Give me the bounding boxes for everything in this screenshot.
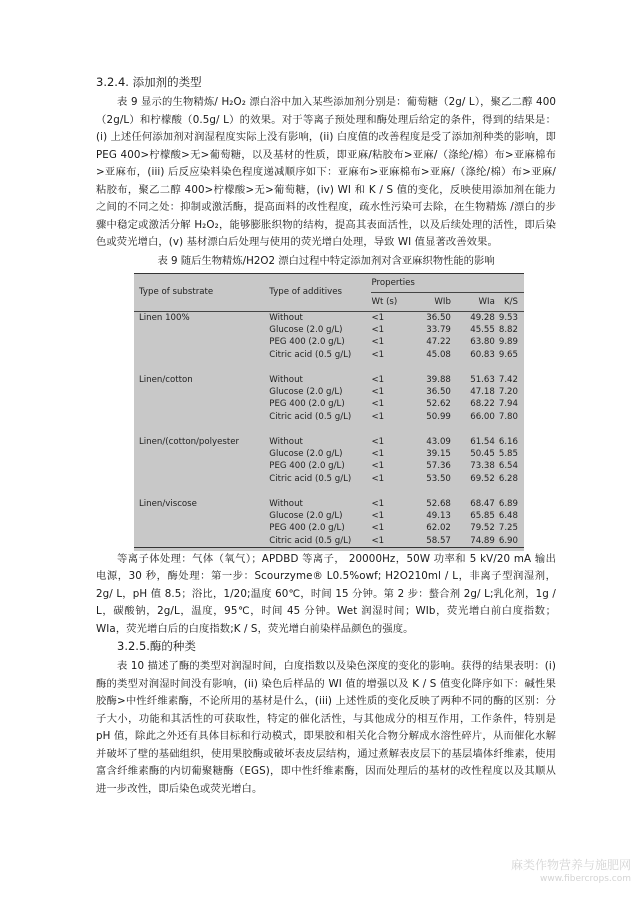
wia-cell: 50.45	[470, 448, 495, 459]
substrate-cell	[134, 324, 269, 336]
table-row	[134, 336, 524, 348]
ks-cell: 6.54	[498, 461, 518, 472]
wib-cell: 52.68	[426, 498, 451, 509]
additive-cell: Glucose (2.0 g/L)	[269, 448, 343, 459]
wt-cell: <1	[371, 337, 385, 348]
wt-cell: <1	[371, 461, 385, 472]
wib-cell: 47.22	[426, 337, 451, 348]
additive-cell: Citric acid (0.5 g/L)	[269, 535, 352, 546]
wia-cell: 51.63	[470, 374, 495, 385]
spacer-cell	[134, 485, 524, 497]
wia-cell: 65.85	[470, 510, 495, 521]
wia-cell: 61.54	[470, 436, 495, 447]
table-row	[134, 349, 524, 361]
wt-cell: <1	[371, 523, 385, 534]
wia-cell: 47.18	[470, 386, 495, 397]
substrate-cell: Linen/cotton	[139, 374, 193, 385]
spacer-cell	[134, 361, 524, 373]
substrate-cell	[134, 522, 269, 534]
table-row	[134, 498, 524, 510]
ks-cell: 7.80	[498, 411, 518, 422]
ks-cell: 7.20	[498, 386, 518, 397]
header-wib: WIb	[434, 296, 451, 307]
ks-cell: 9.65	[498, 349, 518, 360]
substrate-cell	[134, 386, 269, 398]
wia-cell: 68.47	[470, 498, 495, 509]
additive-cell: PEG 400 (2.0 g/L)	[269, 337, 345, 348]
table-row	[134, 436, 524, 448]
table-row	[134, 324, 524, 336]
table-row	[134, 448, 524, 460]
table-9-note: 等离子体处理：气体（氧气）；APDBD 等离子， 20000Hz，50W 功率和 5 kV/20 mA 输出电源，30 秒，酶处理：第一步：Scourzyme® L0.5%owf; H2O210ml / L，非离子型润湿剂，2g/ L，pH 值 8.5；浴比，1/20;温度 60℃，时间 15 分钟。第 2 步：螯合剂 2g/ L;乳化剂，1g / L，碳酸钠，2g/L，温度，95℃，时间 45 分钟。Wet 润湿时间；WIb，荧光增白前白度指数；WIa，荧光增白后的白度指数;K / S，荧光增白前染样品颜色的强度。	[96, 552, 556, 635]
additive-cell: Without	[269, 312, 303, 323]
wib-cell: 36.50	[426, 386, 451, 397]
table-row	[134, 535, 524, 548]
table-9	[134, 273, 524, 549]
wib-cell: 45.08	[426, 349, 451, 360]
wt-cell: <1	[371, 448, 385, 459]
ks-cell: 7.94	[498, 399, 518, 410]
ks-cell: 5.85	[498, 448, 518, 459]
additive-cell: Glucose (2.0 g/L)	[269, 324, 343, 335]
wt-cell: <1	[371, 399, 385, 410]
ks-cell: 6.28	[498, 473, 518, 484]
wia-cell: 60.83	[470, 349, 495, 360]
substrate-cell: Linen/viscose	[139, 498, 197, 509]
section-3-2-4-heading: 3.2.4. 添加剂的类型	[96, 75, 202, 89]
header-wt: Wt (s)	[371, 296, 398, 307]
watermark-url: www.fibercrops.com	[540, 874, 631, 884]
header-wia: WIa	[478, 296, 495, 307]
substrate-cell	[134, 398, 269, 410]
header-properties: Properties	[371, 277, 415, 288]
watermark-site-name: 麻类作物营养与施肥网	[510, 858, 631, 872]
substrate-cell	[134, 336, 269, 348]
wib-cell: 58.57	[426, 535, 451, 546]
site-watermark	[481, 857, 631, 885]
wia-cell: 63.80	[470, 337, 495, 348]
additive-cell: Without	[269, 374, 303, 385]
additive-cell: Glucose (2.0 g/L)	[269, 386, 343, 397]
wib-cell: 53.50	[426, 473, 451, 484]
wt-cell: <1	[371, 386, 385, 397]
table-row	[134, 510, 524, 522]
ks-cell: 7.42	[498, 374, 518, 385]
additive-cell: Citric acid (0.5 g/L)	[269, 349, 352, 360]
table-row	[134, 411, 524, 423]
wia-cell: 74.89	[470, 535, 495, 546]
wt-cell: <1	[371, 510, 385, 521]
wt-cell: <1	[371, 436, 385, 447]
wia-cell: 69.52	[470, 473, 495, 484]
additive-cell: Without	[269, 436, 303, 447]
table-9-title: 表 9 随后生物精炼/H2O2 漂白过程中特定添加剂对含亚麻织物性能的影响	[157, 254, 495, 267]
header-ks: K/S	[504, 296, 518, 307]
ks-cell: 6.89	[498, 498, 518, 509]
ks-cell: 6.16	[498, 436, 518, 447]
wt-cell: <1	[371, 324, 385, 335]
spacer-cell	[134, 423, 524, 435]
wia-cell: 49.28	[470, 312, 495, 323]
ks-cell: 9.53	[498, 312, 518, 323]
table-row	[134, 311, 524, 324]
substrate-cell	[134, 411, 269, 423]
table-row	[134, 460, 524, 472]
wia-cell: 66.00	[470, 411, 495, 422]
wia-cell: 73.38	[470, 461, 495, 472]
table-row	[134, 386, 524, 398]
table-9-image	[134, 273, 524, 551]
ks-cell: 8.82	[498, 324, 518, 335]
ks-cell: 6.90	[498, 535, 518, 546]
wib-cell: 57.36	[426, 461, 451, 472]
additive-cell: PEG 400 (2.0 g/L)	[269, 523, 345, 534]
group-spacer	[134, 485, 524, 497]
additive-cell: Glucose (2.0 g/L)	[269, 510, 343, 521]
wt-cell: <1	[371, 498, 385, 509]
section-3-2-5-paragraph: 表 10 描述了酶的类型对润湿时间，白度指数以及染色深度的变化的影响。获得的结果表明：(i) 酶的类型对润湿时间没有影响，(ii) 染色后样品的 WI 值的增强以及 K / S 值变化降序如下：碱性果胶酶>中性纤维素酶，不论所用的基材是什么，(iii) 上述性质的变化反映了两种不同的酶的区别：分子大小，功能和其活性的可获取性，特定的催化活性，与其他成分的相互作用，工作条件，特别是 pH 值，除此之外还有具体目标和行动模式，即果胶和相关化合物分解成水溶性碎片，从而催化水解并破坏了壁的基础组织，使用果胶酶或破坏表皮层结构，通过煮解表皮层下的基层墙体纤维素，使用富含纤维素酶的内切葡聚糖酶（EGS)，即中性纤维素酶，因而处理后的基材的改性程度以及其顺从进一步改性，即后染色或荧光增白。	[96, 660, 556, 795]
wib-cell: 43.09	[426, 436, 451, 447]
wt-cell: <1	[371, 535, 385, 546]
wib-cell: 39.15	[426, 448, 451, 459]
section-3-2-4-paragraph: 表 9 显示的生物精炼/ H₂O₂ 漂白浴中加入某些添加剂分别是：葡萄糖（2g/ L），聚乙二醇 400（2g/L）和柠檬酸（0.5g/ L）的效果。对于等离子预处理和酶处理后给定的条件，得到的结果是：(i) 上述任何添加剂对润湿程度实际上没有影响，(ii) 白度值的改善程度是受了添加剂种类的影响，即 PEG 400>柠檬酸>无>葡萄糖，以及基材的性质，即亚麻/粘胶布>亚麻/（涤纶/棉）布>亚麻棉布>亚麻布，(iii) 后反应染料染色程度递减顺序如下：亚麻布>亚麻棉布>亚麻/（涤纶/棉）布>亚麻/粘胶布，聚乙二醇 400>柠檬酸>无>葡萄糖，(iv) WI 和 K / S 值的变化，反映使用添加剂在能力之间的不同之处：抑制或激活酶，提高面料的改性程度，疏水性污染可去除，在生物精炼 /漂白的步骤中稳定或激活分解 H₂O₂，能够膨胀织物的结构，提高其表面活性，以及后续处理的活性，即后染色或荧光增白，(v) 基材漂白后处理与使用的荧光增白处理，导致 WI 值显著改善效果。	[96, 96, 556, 248]
substrate-cell	[134, 473, 269, 485]
header-substrate: Type of substrate	[139, 287, 214, 297]
substrate-cell	[134, 349, 269, 361]
ks-cell: 6.48	[498, 510, 518, 521]
additive-cell: Citric acid (0.5 g/L)	[269, 411, 352, 422]
additive-cell: Citric acid (0.5 g/L)	[269, 473, 352, 484]
additive-cell: Without	[269, 498, 303, 509]
substrate-cell	[134, 460, 269, 472]
page-content	[96, 74, 556, 798]
wib-cell: 49.13	[426, 510, 451, 521]
section-3-2-5-heading: 3.2.5.酶的种类	[117, 639, 196, 653]
wia-cell: 45.55	[470, 324, 495, 335]
wt-cell: <1	[371, 473, 385, 484]
wt-cell: <1	[371, 312, 385, 323]
wib-cell: 62.02	[426, 523, 451, 534]
ks-cell: 9.89	[498, 337, 518, 348]
additive-cell: PEG 400 (2.0 g/L)	[269, 461, 345, 472]
table-row	[134, 522, 524, 534]
ks-cell: 7.25	[498, 523, 518, 534]
wib-cell: 50.99	[426, 411, 451, 422]
wib-cell: 36.50	[426, 312, 451, 323]
table-row	[134, 398, 524, 410]
substrate-cell	[134, 510, 269, 522]
additive-cell: PEG 400 (2.0 g/L)	[269, 399, 345, 410]
group-spacer	[134, 423, 524, 435]
header-additives: Type of additives	[269, 287, 342, 297]
wt-cell: <1	[371, 374, 385, 385]
wt-cell: <1	[371, 411, 385, 422]
wib-cell: 33.79	[426, 324, 451, 335]
wia-cell: 79.52	[470, 523, 495, 534]
table-row	[134, 473, 524, 485]
substrate-cell	[134, 535, 269, 548]
group-spacer	[134, 361, 524, 373]
substrate-cell: Linen 100%	[139, 312, 190, 323]
wia-cell: 68.22	[470, 399, 495, 410]
wt-cell: <1	[371, 349, 385, 360]
wib-cell: 39.88	[426, 374, 451, 385]
substrate-cell	[134, 448, 269, 460]
table-row	[134, 374, 524, 386]
substrate-cell: Linen/(cotton/polyester	[139, 436, 240, 447]
wib-cell: 52.62	[426, 399, 451, 410]
table-9-body	[134, 311, 524, 548]
